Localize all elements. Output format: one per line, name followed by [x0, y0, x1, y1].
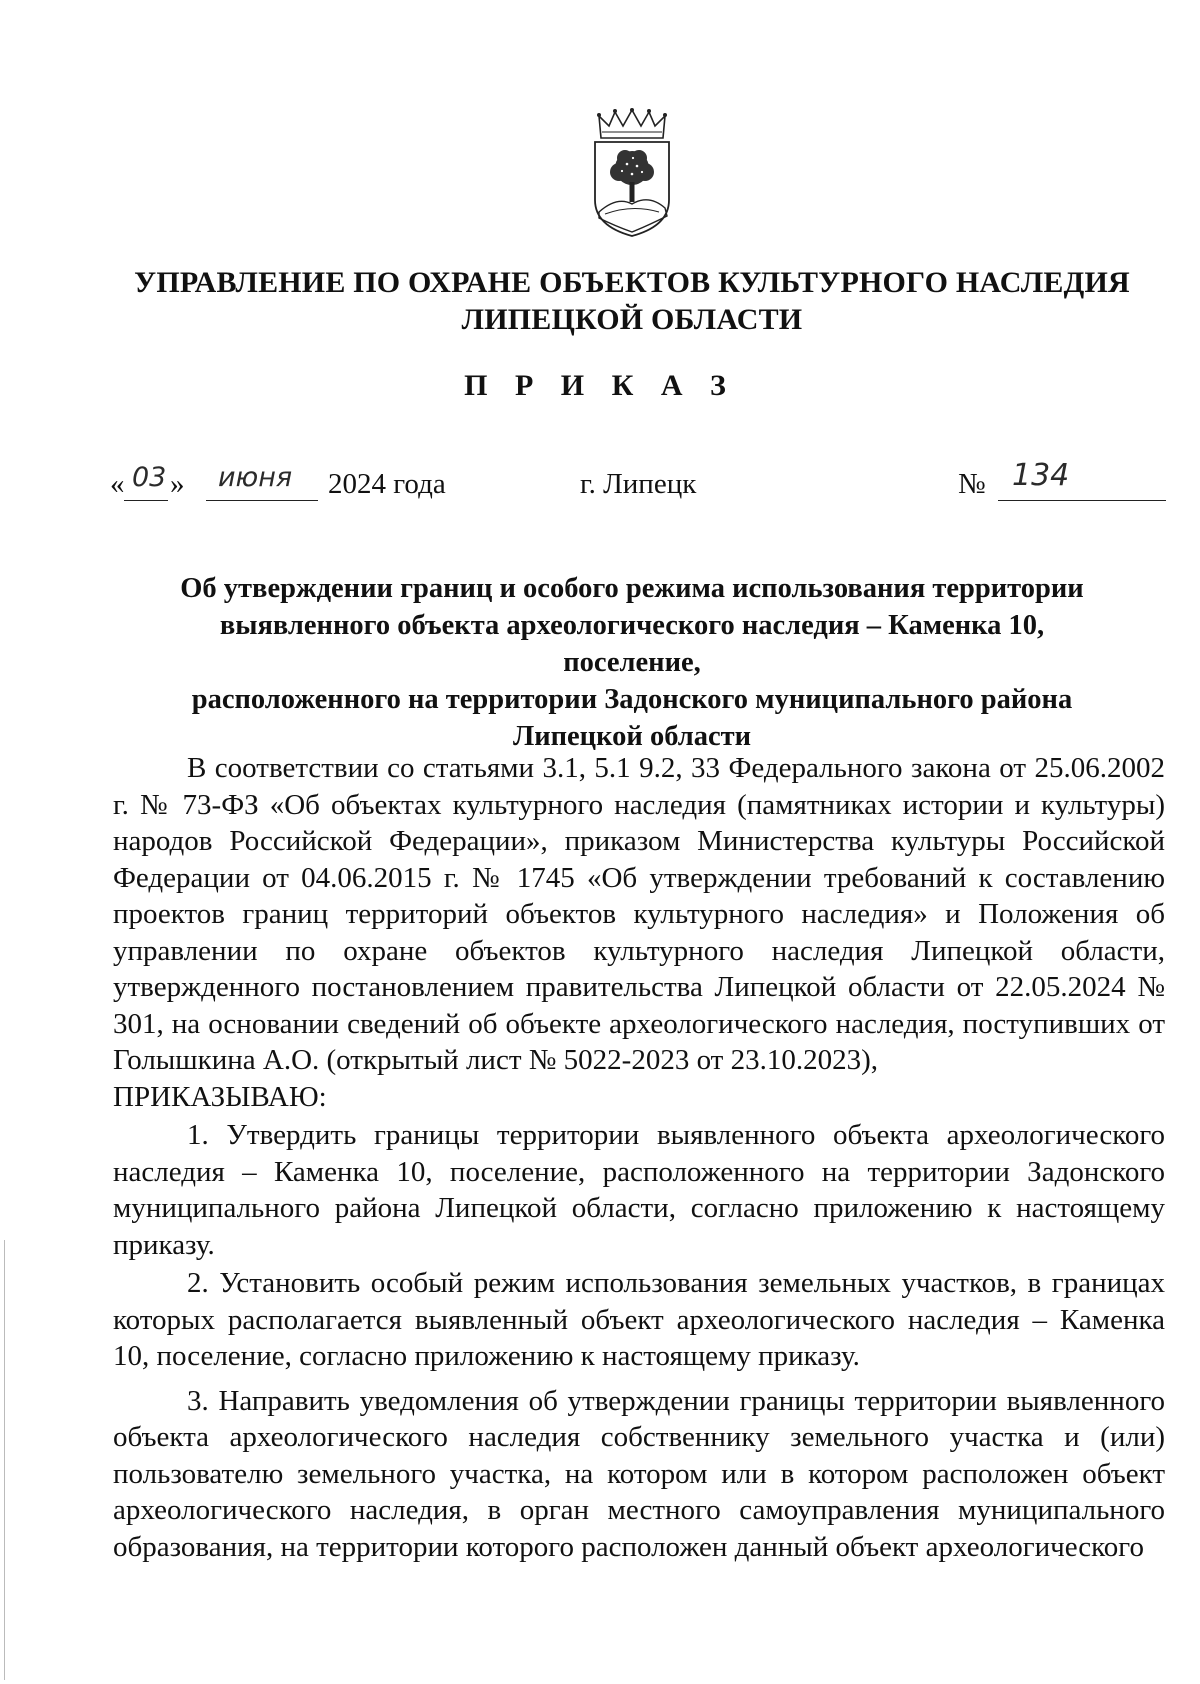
subject-line1: Об утверждении границ и особого режима использования территории: [180, 573, 1084, 604]
scan-margin-line: [4, 1240, 5, 1680]
month-underline: [206, 500, 318, 501]
number-handwritten: 134: [1012, 458, 1070, 493]
quote-close: »: [170, 468, 185, 500]
day-handwritten: 03: [132, 462, 167, 493]
order-word: ПРИКАЗЫВАЮ:: [113, 1080, 327, 1113]
city-text: г. Липецк: [580, 468, 697, 500]
preamble-paragraph: В соответствии со статьями 3.1, 5.1 9.2, 33 Федерального закона от 25.06.2002 г. № 73-ФЗ «Об объектах культурного наследия (памятниках истории и культуры) народов Российской Федерации», приказом Министерства культуры Российской Федерации от 04.06.2015 г. № 1745 «Об утверждении требований к составлению проектов границ территорий объектов культурного наследия» и Положения об управлении по охране объектов культурного наследия Липецкой области, утвержденного постановлением правительства Липецкой области от 22.05.2024 № 301, на основании сведений об объекте археологического наследия, поступивших от Голышкина А.О. (открытый лист № 5022-2023 от 23.10.2023),: [113, 752, 1165, 1076]
order-item-3: 3. Направить уведомления об утверждении границы территории выявленного объекта археологического наследия собственнику земельного участка и (или) пользователю земельного участка, на котором или в котором расположен объект археологического наследия, в орган местного самоуправления муниципального образования, на территории которого расположен данный объект археологического: [113, 1384, 1165, 1563]
day-underline: [124, 500, 168, 501]
agency-name: [110, 264, 1154, 338]
year-text: 2024 года: [328, 468, 446, 500]
number-underline: [998, 500, 1166, 501]
date-number-line: [110, 458, 1168, 504]
number-label: №: [958, 468, 986, 500]
subject-line4: Липецкой области: [512, 721, 752, 752]
month-handwritten: июня: [218, 462, 293, 493]
quote-open: «: [110, 468, 125, 500]
order-item-2: 2. Установить особый режим использования земельных участков, в границах которых располагается выявленный объект археологического наследия – Каменка 10, поселение, согласно приложению к настоящему приказу.: [113, 1267, 1165, 1372]
document-type-heading: П Р И К А З: [464, 369, 736, 402]
order-subject: [150, 570, 1114, 755]
order-item-1: 1. Утвердить границы территории выявленного объекта археологического наследия – Каменка 10, поселение, расположенного на территории Задонского муниципального района Липецкой области, согласно приложению к настоящему приказу.: [113, 1119, 1165, 1261]
order-body: [113, 750, 1165, 1565]
agency-name-line2: ЛИПЕЦКОЙ ОБЛАСТИ: [461, 303, 803, 336]
agency-name-line1: УПРАВЛЕНИЕ ПО ОХРАНЕ ОБЪЕКТОВ КУЛЬТУРНОГО НАСЛЕДИЯ: [134, 266, 1130, 299]
subject-line3: расположенного на территории Задонского муниципального района: [191, 684, 1073, 715]
coat-of-arms-icon: [587, 108, 677, 238]
subject-line2: выявленного объекта археологического наследия – Каменка 10, поселение,: [219, 610, 1045, 678]
